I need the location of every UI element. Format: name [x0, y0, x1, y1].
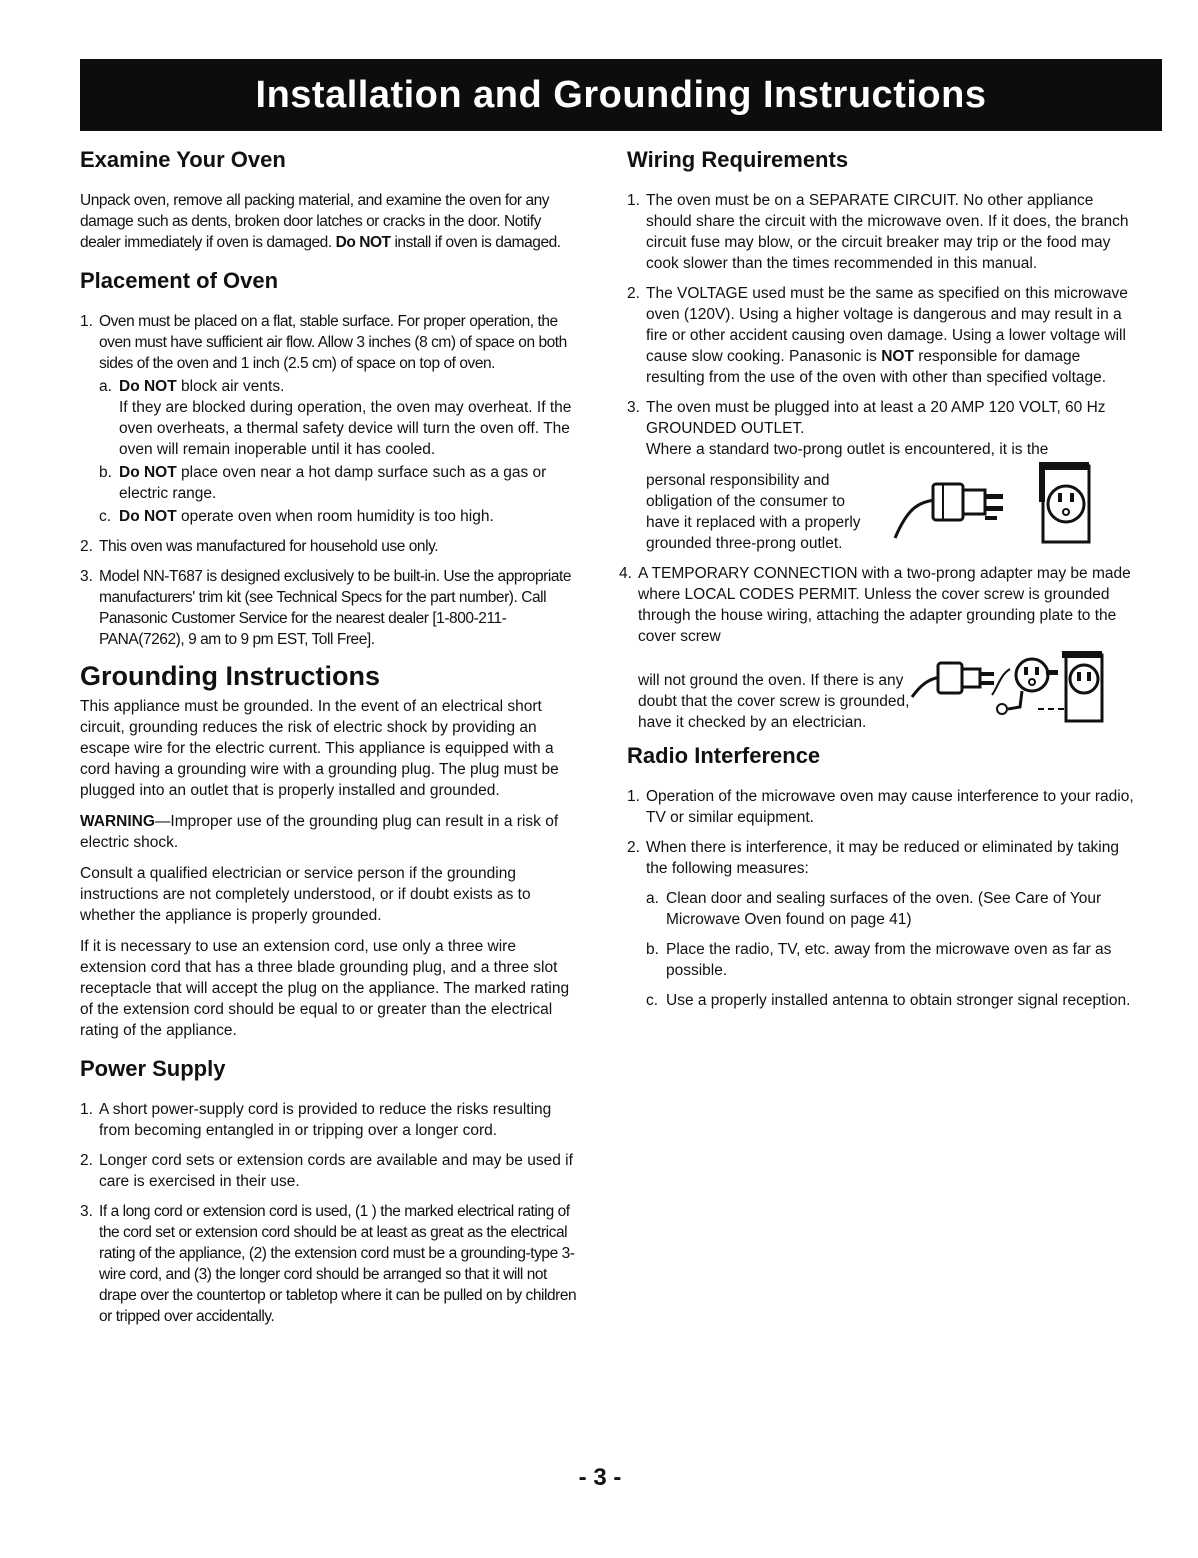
placement-sublist [99, 376, 585, 527]
grounded-outlet-icon [1039, 462, 1089, 542]
radio-heading: Radio Interference [627, 743, 821, 768]
right-column [619, 140, 1137, 1020]
grounding-paragraph: This appliance must be grounded. In the event of an electrical short circuit, grounding reduces the risk of electric shock by providing an escape wire for the electric current. This appliance is equipped with a cord having a grounding wire with a grounding plug. The plug must be plugged into an outlet that is properly installed and grounded. [80, 698, 559, 799]
list-item: 3. Model NN-T687 is designed exclusively to be built-in. Use the appropriate manufacturers' trim kit (see Technical Specs for the part number). Call Panasonic Customer Service for the nearest dealer [1-800-211-PANA(7262), 9 am to 9 pm EST, Toll Free]. [80, 568, 572, 648]
page-title-banner [80, 59, 1162, 131]
list-item: 2. When there is interference, it may be reduced or eliminated by taking the following measures: a. Clean door and sealing surfaces of the oven. (See Care of Your Microwave Oven found on page 41) b. Place the radio, TV, etc. away from the microwave oven as far as possible. c. Use a properly installed antenna to obtain stronger signal reception. [627, 837, 1137, 1011]
examine-section [80, 146, 585, 253]
grounding-heading: Grounding Instructions [80, 661, 380, 691]
list-item: b. Place the radio, TV, etc. away from the microwave oven as far as possible. [646, 941, 1112, 979]
three-prong-plug-icon [887, 460, 1097, 548]
page-number: - 3 - [578, 1464, 622, 1491]
grounded-outlet-icon [1062, 651, 1102, 721]
page-title: Installation and Grounding Instructions [255, 74, 987, 116]
power-heading: Power Supply [80, 1056, 226, 1081]
radio-sublist [646, 888, 1137, 1011]
do-not-emphasis: Do NOT [335, 234, 391, 251]
list-item: b. Do NOT place oven near a hot damp surface such as a gas or electric range. [99, 464, 547, 502]
adapter-figure [908, 647, 1108, 733]
list-item: 1. A short power-supply cord is provided to reduce the risks resulting from becoming entangled in or tripping over a longer cord. [80, 1101, 552, 1139]
grounding-section [80, 660, 585, 1041]
radio-list [627, 786, 1137, 1011]
list-item: 2. Longer cord sets or extension cords are available and may be used if care is exercised in their use. [80, 1152, 573, 1190]
list-item: c. Do NOT operate oven when room humidity is too high. [99, 508, 494, 525]
wiring-section [619, 146, 1137, 733]
list-item: 1. The oven must be on a SEPARATE CIRCUIT. No other appliance should share the circuit with the microwave oven. If it does, the branch circuit fuse may blow, or the circuit breaker may trip or the food may cook slower than the times recommended in this manual. [627, 192, 1129, 272]
examine-text: Unpack oven, remove all packing material, and examine the oven for any damage such as dents, broken door latches or cracks in the door. Notify dealer immediately if oven is damaged. Do NOT install if oven is damaged. [80, 192, 561, 251]
left-column [80, 140, 585, 1336]
adapter-figure-row: will not ground the oven. If there is any doubt that the cover screw is grounded, have it checked by an electrician. [638, 647, 1137, 733]
power-section [80, 1055, 585, 1327]
warning-paragraph: WARNING—Improper use of the grounding plug can result in a risk of electric shock. [80, 813, 559, 851]
two-prong-adapter-icon [908, 647, 1108, 727]
list-item: 4. A TEMPORARY CONNECTION with a two-prong adapter may be made where LOCAL CODES PERMIT. Unless the cover screw is grounded through the house wiring, attaching the adapter grounding plate to the cover screw will not ground the oven. If there is any doubt that the cover screw is grounded, have it checked by an electrician. [619, 563, 1137, 733]
radio-section [627, 742, 1137, 1011]
list-item: 2. The VOLTAGE used must be the same as specified on this microwave oven (120V). Using a higher voltage is dangerous and may result in a fire or other accident causing oven damage. Using a lower voltage will cause slow cooking. Panasonic is NOT responsible for damage resulting from the use of the oven with other than specified voltage. [627, 285, 1128, 386]
wiring-list [619, 190, 1137, 733]
list-item: a. Clean door and sealing surfaces of the oven. (See Care of Your Microwave Oven found on page 41) [646, 890, 1102, 928]
grounding-paragraph: If it is necessary to use an extension cord, use only a three wire extension cord that has a three blade grounding plug, and a three slot receptacle that will accept the plug on the appliance. The marked rating of the extension cord should be equal to or greater than the electrical rating of the appliance. [80, 938, 570, 1039]
list-item: 1. Oven must be placed on a flat, stable surface. For proper operation, the oven must have sufficient air flow. Allow 3 inches (8 cm) of space on both sides of the oven and 1 inch (2.5 cm) of space on top of oven. a. Do NOT block air vents. If they are blocked during operation, the oven may overheat. If the oven overheats, a thermal safety device will turn the oven off. The oven will remain inoperable until it has cooled. b. Do NOT place oven near a hot damp surface such as a gas or electric range. c. Do NOT operate oven when room humidity is too high. [80, 311, 585, 527]
grounding-paragraph: Consult a qualified electrician or service person if the grounding instructions are not completely understood, or if doubt exists as to whether the appliance is properly grounded. [80, 865, 531, 924]
wiring-heading: Wiring Requirements [627, 147, 849, 172]
plug-outlet-figure [887, 460, 1097, 554]
placement-list [80, 311, 585, 650]
warning-label: WARNING [80, 813, 155, 830]
list-item: c. Use a properly installed antenna to obtain stronger signal reception. [646, 992, 1131, 1009]
list-item: a. Do NOT block air vents. If they are blocked during operation, the oven may overheat. If the oven overheats, a thermal safety device will turn the oven off. The oven will remain inoperable until it has cooled. [99, 378, 572, 458]
list-item: 2. This oven was manufactured for household use only. [80, 538, 439, 555]
list-item: 3. If a long cord or extension cord is used, (1 ) the marked electrical rating of the cord set or extension cord should be at least as great as the electrical rating of the appliance, (2) the extension cord must be a grounding-type 3-wire cord, and (3) the longer cord should be arranged so that it will not drape over the countertop or tabletop where it can be pulled on by children or tripped over accidentally. [80, 1203, 577, 1325]
placement-heading: Placement of Oven [80, 268, 279, 293]
list-item: 3. The oven must be plugged into at least a 20 AMP 120 VOLT, 60 Hz GROUNDED OUTLET. Where a standard two-prong outlet is encountered, it is the personal responsibility and obligation of the consumer to have it replaced with a properly grounded three-prong outlet. [627, 397, 1137, 554]
outlet-figure-row: personal responsibility and obligation of the consumer to have it replaced with a properly grounded three-prong outlet. [646, 460, 1137, 554]
examine-heading: Examine Your Oven [80, 147, 286, 172]
power-list [80, 1099, 585, 1327]
placement-section [80, 267, 585, 650]
list-item: 1. Operation of the microwave oven may cause interference to your radio, TV or similar equipment. [627, 788, 1134, 826]
